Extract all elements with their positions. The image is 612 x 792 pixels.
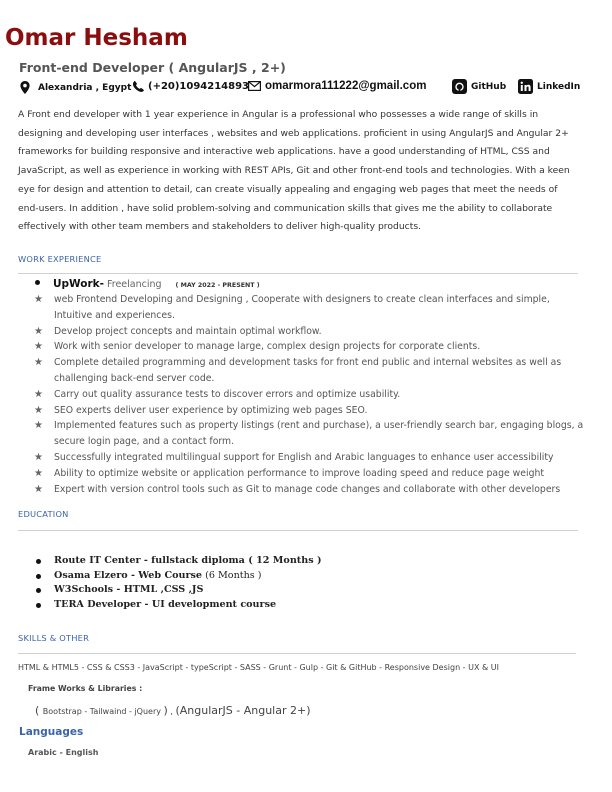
contact-location — [20, 81, 131, 94]
contact-email[interactable] — [248, 80, 426, 92]
contact-bar — [20, 78, 590, 98]
duty-item: ★ Complete detailed programming and development tasks for front end public and internal websites as well as challenging back-end server code. — [34, 357, 562, 384]
duty-item: ★ web Frontend Developing and Designing , Cooperate with designers to create clean interfaces and simple, Intuitive and experiences. — [34, 294, 550, 321]
bullet-dot — [36, 559, 41, 564]
contact-github[interactable] — [452, 79, 506, 94]
frameworks-list: ( Bootstrap - Tailwaind - jQuery ) , (AngularJS - Angular 2+) — [35, 704, 311, 717]
section-title-experience: WORK EXPERIENCE — [18, 254, 102, 264]
job-date: ( MAY 2022 - PRESENT ) — [175, 282, 260, 289]
job-header — [35, 278, 260, 290]
star-icon: ★ — [34, 325, 43, 337]
languages-title: Languages — [19, 726, 84, 738]
bullet-dot — [36, 588, 41, 593]
bullet-dot — [36, 574, 41, 579]
linkedin-icon — [518, 79, 533, 94]
skills-list: HTML & HTML5 - CSS & CSS3 - JavaScript - typeScript - SASS - Grunt - Gulp - Git & GitHub - Responsive Design - UX & UI — [18, 663, 499, 672]
education-item: Osama Elzero - Web Course (6 Months ) — [36, 569, 322, 584]
bullet-dot — [35, 280, 40, 285]
job-type: Freelancing — [106, 279, 162, 290]
star-icon: ★ — [34, 294, 43, 305]
education-item: TERA Developer - UI development course — [36, 598, 322, 613]
duty-list — [34, 292, 590, 497]
location-text: Alexandria , Egypt — [38, 82, 132, 93]
map-pin-icon — [20, 81, 30, 94]
duty-item: ★ Successfully integrated multilingual support for English and Arabic languages to enhance user accessibility — [34, 450, 590, 466]
contact-linkedin[interactable] — [518, 79, 580, 94]
duty-item: ★ Expert with version control tools such as Git to manage code changes and collaborate with other developers — [34, 482, 590, 498]
envelope-icon — [248, 81, 261, 91]
phone-icon — [133, 81, 144, 92]
star-icon: ★ — [34, 451, 43, 463]
duty-item: ★ Implemented features such as property listings (rent and purchase), a user-friendly search bar, engaging blogs, a secure login page, and a contact form. — [34, 420, 584, 448]
duty-item: ★ Carry out quality assurance tests to discover errors and optimize usability. — [34, 387, 590, 403]
star-icon: ★ — [34, 341, 43, 353]
linkedin-link[interactable]: LinkedIn — [537, 81, 581, 92]
languages-list: Arabic - English — [28, 748, 99, 757]
section-title-education: EDUCATION — [18, 509, 69, 519]
star-icon: ★ — [34, 357, 43, 369]
github-icon — [452, 79, 467, 94]
duty-item: ★ Work with senior developer to manage large, complex design projects for corporate clients. — [34, 339, 590, 355]
divider — [18, 653, 576, 654]
divider — [18, 273, 578, 274]
candidate-name: Omar Hesham — [5, 25, 188, 51]
star-icon: ★ — [34, 467, 43, 479]
phone-text: (+20)1094214893 — [148, 81, 250, 92]
profile-summary: A Front end developer with 1 year experience in Angular is a professional who possesses a wide range of skills in designing and developing user interfaces , websites and web applications. proficient in using AngularJS and Angular 2+ frameworks for building responsive and interactive web applications. have a good understanding of HTML, CSS and JavaScript, as well as experience in working with REST APIs, Git and other front-end tools and technologies. With a keen eye for design and attention to detail, can create visually appealing and engaging web pages that meet the needs of end-users. In addition , have solid problem-solving and communication skills that gives me the ability to collaborate effectively with other team members and stakeholders to deliver high-quality products. — [18, 109, 570, 233]
email-link[interactable]: omarmora111222@gmail.com — [265, 80, 427, 92]
frameworks-label: Frame Works & Libraries : — [28, 684, 143, 693]
contact-phone — [133, 81, 249, 92]
education-item: W3Schools - HTML ,CSS ,JS — [36, 583, 322, 598]
job-company: UpWork- — [53, 278, 104, 290]
divider — [18, 530, 578, 531]
github-link[interactable]: GitHub — [471, 81, 507, 92]
duty-item: ★ Develop project concepts and maintain optimal workflow. — [34, 324, 590, 340]
star-icon: ★ — [34, 388, 43, 400]
duty-item: ★ Ability to optimize website or application performance to improve loading speed and reduce page weight — [34, 466, 590, 482]
job-title: Front-end Developer ( AngularJS , 2+) — [19, 60, 286, 75]
star-icon: ★ — [34, 420, 43, 432]
star-icon: ★ — [34, 404, 43, 416]
bullet-dot — [36, 603, 41, 608]
star-icon: ★ — [34, 483, 43, 495]
section-title-skills: SKILLS & OTHER — [18, 633, 90, 643]
education-list — [36, 554, 322, 612]
duty-item: ★ SEO experts deliver user experience by optimizing web pages SEO. — [34, 403, 590, 419]
education-item: Route IT Center - fullstack diploma ( 12 Months ) — [36, 554, 322, 569]
